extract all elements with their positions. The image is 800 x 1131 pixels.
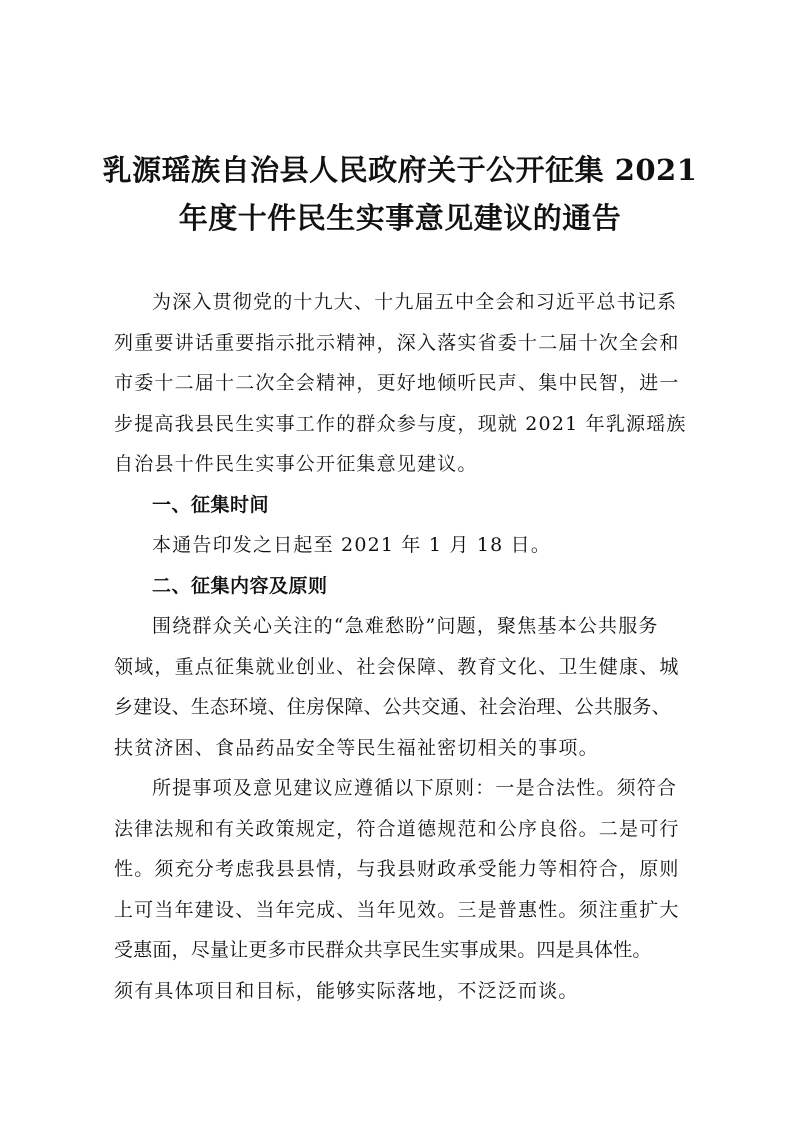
paragraph-line: 法律法规和有关政策规定，符合道德规范和公序良俗。二是可行 (114, 817, 680, 840)
paragraph-line: 性。须充分考虑我县县情，与我县财政承受能力等相符合，原则 (114, 858, 680, 880)
section-heading-content-principles: 二、征集内容及原则 (152, 574, 328, 597)
paragraph-line: 列重要讲话重要指示批示精神，深入落实省委十二届十次全会和 (114, 331, 680, 354)
paragraph-intro (114, 282, 714, 485)
paragraph-line: 为深入贯彻党的十九大、十九届五中全会和习近平总书记系 (152, 291, 678, 313)
paragraph-line: 市委十二届十二次全会精神，更好地倾听民声、集中民智，进一 (114, 372, 680, 394)
document-body (114, 282, 714, 1011)
paragraph-content (114, 606, 714, 768)
paragraph-line: 受惠面，尽量让更多市民群众共享民生实事成果。四是具体性。 (114, 939, 652, 961)
paragraph-line: 扶贫济困、食品药品安全等民生福祉密切相关的事项。 (114, 736, 599, 759)
paragraph-line: 所提事项及意见建议应遵循以下原则：一是合法性。须符合 (152, 777, 678, 799)
paragraph-line: 本通告印发之日起至 2021 年 1 月 18 日。 (152, 534, 552, 556)
paragraph-principles (114, 768, 714, 1011)
paragraph-line: 上可当年建设、当年完成、当年见效。三是普惠性。须注重扩大 (114, 898, 680, 921)
paragraph-line: 步提高我县民生实事工作的群众参与度，现就 2021 年乳源瑶族 (114, 412, 687, 435)
page-title (90, 146, 710, 242)
paragraph-collection-time (114, 525, 714, 566)
paragraph-line: 围绕群众关心关注的“急难愁盼”问题，聚焦基本公共服务 (152, 615, 659, 637)
paragraph-line: 乡建设、生态环境、住房保障、公共交通、社会治理、公共服务、 (114, 696, 671, 718)
paragraph-line: 须有具体项目和目标，能够实际落地，不泛泛而谈。 (114, 979, 579, 1002)
section-heading-collection-time: 一、征集时间 (152, 493, 270, 516)
title-line-2: 年度十件民生实事意见建议的通告 (178, 201, 622, 235)
title-line-1: 乳源瑶族自治县人民政府关于公开征集 2021 (102, 153, 698, 187)
paragraph-line: 自治县十件民生实事公开征集意见建议。 (114, 453, 478, 475)
paragraph-line: 领域，重点征集就业创业、社会保障、教育文化、卫生健康、城 (114, 655, 680, 678)
